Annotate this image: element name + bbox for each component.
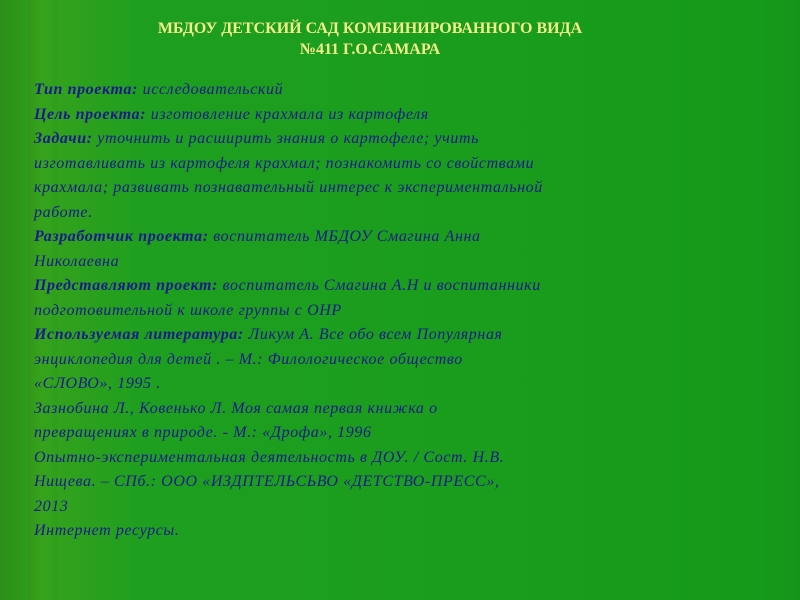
value-tasks: уточнить и расширить знания о картофеле; учить xyxy=(92,130,479,147)
value-presenters: воспитатель Смагина А.Н и воспитанники xyxy=(218,277,541,294)
label-tasks: Задачи: xyxy=(34,130,93,147)
label-developer: Разработчик проекта: xyxy=(34,228,209,245)
text-line: 2013 xyxy=(34,497,69,515)
title-line-2: №411 Г.О.САМАРА xyxy=(299,41,441,58)
text-line: энциклопедия для детей . – М.: Филологическое общество xyxy=(34,350,463,368)
title-line-1: МБДОУ ДЕТСКИЙ САД КОМБИНИРОВАННОГО ВИДА xyxy=(157,20,583,37)
value-project-goal: изготовление крахмала из картофеля xyxy=(146,105,429,123)
value-project-type: исследовательский xyxy=(138,81,284,98)
project-description xyxy=(34,78,754,544)
decor-stripe xyxy=(0,0,28,600)
value-developer: воспитатель МБДОУ Смагина Анна xyxy=(208,228,481,245)
text-line xyxy=(34,225,754,250)
text-line xyxy=(34,103,754,128)
label-literature: Используемая литература: xyxy=(34,326,244,343)
text-line: Опытно-экспериментальная деятельность в ДОУ. / Сост. Н.В. xyxy=(34,448,505,466)
text-line: превращениях в природе. - М.: «Дрофа», 1996 xyxy=(34,424,372,441)
text-line xyxy=(34,127,754,152)
text-line xyxy=(34,274,754,299)
text-line: изготавливать из картофеля крахмал; познакомить со свойствами xyxy=(34,154,535,172)
text-line: подготовительной к школе группы с ОНР xyxy=(34,301,342,319)
text-line: крахмала; развивать познавательный интерес к экспериментальной xyxy=(34,179,543,196)
text-line: работе. xyxy=(34,203,93,221)
label-project-goal: Цель проекта: xyxy=(34,105,147,123)
text-line xyxy=(34,323,754,348)
label-project-type: Тип проекта: xyxy=(34,81,139,98)
page-title xyxy=(70,18,670,60)
text-line: Николаевна xyxy=(34,252,120,270)
text-line: «СЛОВО», 1995 . xyxy=(34,375,161,392)
label-presenters: Представляют проект: xyxy=(34,277,219,294)
text-line: Интернет ресурсы. xyxy=(34,522,180,539)
text-line xyxy=(34,78,754,103)
value-literature: Ликум А. Все обо всем Популярная xyxy=(243,326,503,343)
text-line: Нищева. – СПб.: ООО «ИЗДПТЕЛЬСЬВО «ДЕТСТВО-ПРЕСС», xyxy=(34,473,500,490)
text-line: Зазнобина Л., Ковенько Л. Моя самая первая книжка о xyxy=(34,399,438,417)
